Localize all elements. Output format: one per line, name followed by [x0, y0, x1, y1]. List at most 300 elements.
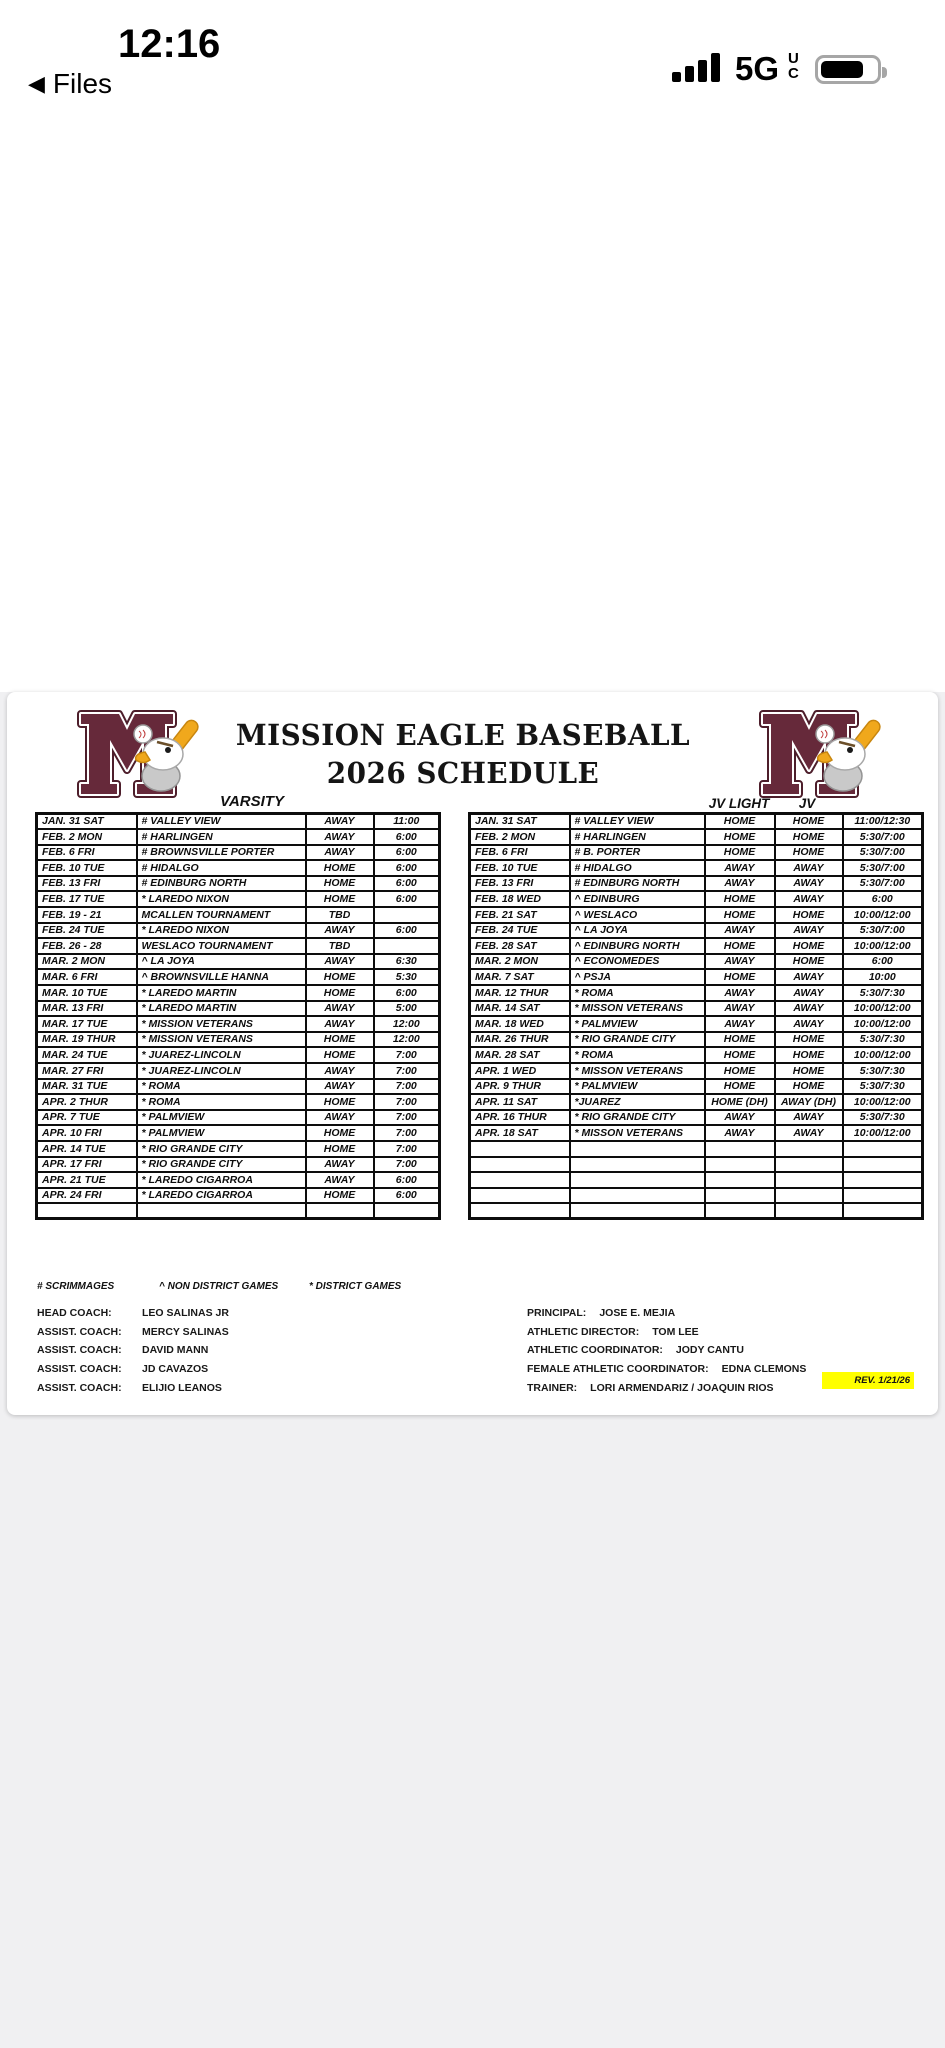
- schedule-cell: HOME: [705, 1063, 775, 1079]
- schedule-cell: FEB. 13 FRI: [37, 876, 137, 892]
- schedule-cell: MAR. 19 THUR: [37, 1032, 137, 1048]
- schedule-row: [37, 985, 440, 1001]
- schedule-cell: AWAY (DH): [775, 1094, 843, 1110]
- schedule-cell: AWAY: [775, 969, 843, 985]
- schedule-cell: FEB. 28 SAT: [470, 938, 570, 954]
- schedule-cell: 7:00: [374, 1157, 440, 1173]
- schedule-cell: 5:30/7:30: [843, 1079, 923, 1095]
- schedule-cell: APR. 9 THUR: [470, 1079, 570, 1095]
- clock: 12:16: [118, 22, 221, 66]
- schedule-cell: * ROMA: [570, 985, 705, 1001]
- schedule-cell: 5:30/7:00: [843, 923, 923, 939]
- schedule-cell: [470, 1188, 570, 1204]
- schedule-cell: * LAREDO MARTIN: [137, 1001, 306, 1017]
- schedule-cell: MAR. 10 TUE: [37, 985, 137, 1001]
- schedule-cell: APR. 11 SAT: [470, 1094, 570, 1110]
- schedule-cell: 7:00: [374, 1110, 440, 1126]
- schedule-cell: 10:00: [843, 969, 923, 985]
- schedule-cell: FEB. 2 MON: [37, 829, 137, 845]
- schedule-row: [470, 814, 923, 830]
- schedule-row: [37, 1047, 440, 1063]
- schedule-cell: * RIO GRANDE CITY: [137, 1141, 306, 1157]
- schedule-cell: HOME: [306, 1032, 374, 1048]
- schedule-cell: FEB. 24 TUE: [470, 923, 570, 939]
- schedule-cell: MAR. 7 SAT: [470, 969, 570, 985]
- schedule-cell: * RIO GRANDE CITY: [570, 1110, 705, 1126]
- schedule-cell: [775, 1188, 843, 1204]
- schedule-cell: # HARLINGEN: [570, 829, 705, 845]
- schedule-cell: 5:30/7:30: [843, 1032, 923, 1048]
- schedule-row: [470, 954, 923, 970]
- schedule-cell: AWAY: [705, 1016, 775, 1032]
- schedule-cell: * MISSION VETERANS: [137, 1032, 306, 1048]
- schedule-cell: 10:00/12:00: [843, 907, 923, 923]
- schedule-cell: *JUAREZ: [570, 1094, 705, 1110]
- schedule-cell: 5:30/7:00: [843, 829, 923, 845]
- schedule-cell: 12:00: [374, 1016, 440, 1032]
- schedule-cell: ^ ECONOMEDES: [570, 954, 705, 970]
- staff-line: ASSIST. COACH: MERCY SALINAS: [37, 1325, 229, 1338]
- schedule-cell: 5:30/7:00: [843, 860, 923, 876]
- schedule-cell: AWAY: [705, 1125, 775, 1141]
- schedule-cell: * JUAREZ-LINCOLN: [137, 1047, 306, 1063]
- schedule-cell: * LAREDO MARTIN: [137, 985, 306, 1001]
- schedule-cell: APR. 2 THUR: [37, 1094, 137, 1110]
- schedule-cell: * JUAREZ-LINCOLN: [137, 1063, 306, 1079]
- schedule-cell: 10:00/12:00: [843, 938, 923, 954]
- staff-line: TRAINER: LORI ARMENDARIZ / JOAQUIN RIOS: [527, 1381, 774, 1394]
- schedule-cell: [306, 1203, 374, 1219]
- schedule-cell: AWAY: [306, 1079, 374, 1095]
- schedule-row: [470, 1016, 923, 1032]
- schedule-cell: * LAREDO CIGARROA: [137, 1172, 306, 1188]
- schedule-cell: [470, 1141, 570, 1157]
- schedule-cell: 6:00: [374, 1188, 440, 1204]
- schedule-cell: [570, 1141, 705, 1157]
- schedule-cell: [775, 1172, 843, 1188]
- schedule-cell: [374, 938, 440, 954]
- schedule-cell: [705, 1203, 775, 1219]
- schedule-row: [470, 907, 923, 923]
- schedule-cell: AWAY: [775, 1110, 843, 1126]
- schedule-cell: [705, 1141, 775, 1157]
- schedule-cell: 5:30: [374, 969, 440, 985]
- schedule-cell: HOME: [306, 1047, 374, 1063]
- schedule-cell: [775, 1203, 843, 1219]
- schedule-cell: HOME: [705, 1032, 775, 1048]
- schedule-row: [470, 860, 923, 876]
- schedule-cell: MCALLEN TOURNAMENT: [137, 907, 306, 923]
- schedule-cell: FEB. 10 TUE: [37, 860, 137, 876]
- schedule-row: [470, 985, 923, 1001]
- schedule-cell: AWAY: [775, 1001, 843, 1017]
- schedule-cell: AWAY: [306, 814, 374, 830]
- schedule-cell: FEB. 24 TUE: [37, 923, 137, 939]
- schedule-row: [37, 1188, 440, 1204]
- schedule-cell: JAN. 31 SAT: [470, 814, 570, 830]
- back-to-files-button[interactable]: [28, 68, 112, 100]
- schedule-cell: AWAY: [306, 954, 374, 970]
- schedule-row: [470, 829, 923, 845]
- schedule-cell: AWAY: [775, 891, 843, 907]
- schedule-cell: 6:00: [374, 985, 440, 1001]
- schedule-cell: AWAY: [705, 860, 775, 876]
- schedule-cell: 7:00: [374, 1141, 440, 1157]
- schedule-cell: ^ LA JOYA: [570, 923, 705, 939]
- schedule-row: [37, 1172, 440, 1188]
- schedule-cell: * PALMVIEW: [137, 1110, 306, 1126]
- schedule-cell: APR. 7 TUE: [37, 1110, 137, 1126]
- schedule-cell: HOME: [775, 829, 843, 845]
- jv-schedule-table: [468, 812, 924, 1220]
- schedule-cell: 5:00: [374, 1001, 440, 1017]
- cellular-signal-icon: [672, 53, 722, 82]
- schedule-cell: [470, 1203, 570, 1219]
- schedule-cell: APR. 10 FRI: [37, 1125, 137, 1141]
- staff-line: ASSIST. COACH: JD CAVAZOS: [37, 1363, 209, 1376]
- schedule-cell: 7:00: [374, 1094, 440, 1110]
- schedule-cell: * ROMA: [137, 1094, 306, 1110]
- schedule-cell: [775, 1141, 843, 1157]
- schedule-cell: * MISSION VETERANS: [137, 1016, 306, 1032]
- schedule-cell: 11:00: [374, 814, 440, 830]
- schedule-row: [470, 1063, 923, 1079]
- schedule-cell: AWAY: [306, 1001, 374, 1017]
- mission-m-eagle-logo: [73, 708, 205, 800]
- schedule-cell: AWAY: [775, 985, 843, 1001]
- schedule-row: [37, 1001, 440, 1017]
- schedule-cell: 7:00: [374, 1125, 440, 1141]
- schedule-cell: AWAY: [775, 1016, 843, 1032]
- schedule-cell: MAR. 24 TUE: [37, 1047, 137, 1063]
- staff-line: HEAD COACH: LEO SALINAS JR: [37, 1307, 229, 1320]
- schedule-cell: HOME: [306, 891, 374, 907]
- schedule-cell: ^ WESLACO: [570, 907, 705, 923]
- schedule-cell: MAR. 18 WED: [470, 1016, 570, 1032]
- schedule-cell: 6:00: [374, 845, 440, 861]
- schedule-cell: 11:00/12:30: [843, 814, 923, 830]
- schedule-cell: FEB. 10 TUE: [470, 860, 570, 876]
- schedule-cell: [705, 1172, 775, 1188]
- schedule-cell: # BROWNSVILLE PORTER: [137, 845, 306, 861]
- schedule-cell: AWAY: [306, 1157, 374, 1173]
- schedule-cell: HOME: [775, 1063, 843, 1079]
- schedule-cell: MAR. 2 MON: [37, 954, 137, 970]
- schedule-cell: HOME: [705, 969, 775, 985]
- schedule-cell: FEB. 21 SAT: [470, 907, 570, 923]
- schedule-cell: AWAY: [705, 985, 775, 1001]
- battery-icon: [815, 55, 881, 84]
- schedule-cell: MAR. 17 TUE: [37, 1016, 137, 1032]
- schedule-cell: MAR. 14 SAT: [470, 1001, 570, 1017]
- schedule-cell: * ROMA: [137, 1079, 306, 1095]
- schedule-cell: MAR. 27 FRI: [37, 1063, 137, 1079]
- schedule-cell: ^ BROWNSVILLE HANNA: [137, 969, 306, 985]
- status-bar: [0, 0, 945, 110]
- schedule-cell: [570, 1172, 705, 1188]
- schedule-cell: WESLACO TOURNAMENT: [137, 938, 306, 954]
- schedule-cell: * MISSON VETERANS: [570, 1125, 705, 1141]
- schedule-cell: # HIDALGO: [137, 860, 306, 876]
- schedule-cell: HOME (DH): [705, 1094, 775, 1110]
- schedule-cell: HOME: [705, 938, 775, 954]
- schedule-row: [37, 1110, 440, 1126]
- schedule-row: [470, 1079, 923, 1095]
- schedule-cell: APR. 24 FRI: [37, 1188, 137, 1204]
- schedule-cell: HOME: [775, 1079, 843, 1095]
- schedule-cell: HOME: [306, 860, 374, 876]
- schedule-cell: 7:00: [374, 1063, 440, 1079]
- schedule-cell: HOME: [775, 954, 843, 970]
- schedule-row: [470, 969, 923, 985]
- legend-scrimmages: # SCRIMMAGES: [37, 1281, 115, 1292]
- schedule-cell: * MISSON VETERANS: [570, 1063, 705, 1079]
- schedule-cell: [570, 1188, 705, 1204]
- schedule-cell: MAR. 13 FRI: [37, 1001, 137, 1017]
- schedule-cell: [843, 1203, 923, 1219]
- schedule-cell: 10:00/12:00: [843, 1016, 923, 1032]
- revision-highlight: REV. 1/21/26: [822, 1372, 914, 1389]
- schedule-row: [37, 1157, 440, 1173]
- schedule-cell: HOME: [705, 1047, 775, 1063]
- schedule-cell: ^ EDINBURG: [570, 891, 705, 907]
- varsity-table-label: VARSITY: [220, 793, 284, 810]
- schedule-cell: [843, 1141, 923, 1157]
- schedule-row: [37, 1063, 440, 1079]
- schedule-cell: * ROMA: [570, 1047, 705, 1063]
- schedule-cell: HOME: [705, 907, 775, 923]
- schedule-cell: FEB. 6 FRI: [37, 845, 137, 861]
- schedule-cell: 6:00: [374, 923, 440, 939]
- schedule-row: [470, 1203, 923, 1219]
- schedule-row: [37, 845, 440, 861]
- schedule-row: [37, 860, 440, 876]
- schedule-row: [37, 1079, 440, 1095]
- schedule-row: [37, 923, 440, 939]
- schedule-row: [37, 829, 440, 845]
- schedule-row: [37, 891, 440, 907]
- schedule-cell: # HARLINGEN: [137, 829, 306, 845]
- schedule-cell: HOME: [775, 938, 843, 954]
- schedule-cell: ^ PSJA: [570, 969, 705, 985]
- schedule-cell: 10:00/12:00: [843, 1125, 923, 1141]
- schedule-cell: 5:30/7:00: [843, 845, 923, 861]
- staff-line: FEMALE ATHLETIC COORDINATOR: EDNA CLEMONS: [527, 1363, 807, 1376]
- schedule-row: [470, 876, 923, 892]
- coaching-staff-list: [37, 1304, 337, 1397]
- schedule-cell: 10:00/12:00: [843, 1047, 923, 1063]
- schedule-cell: 5:30/7:00: [843, 876, 923, 892]
- schedule-cell: [137, 1203, 306, 1219]
- schedule-cell: 10:00/12:00: [843, 1094, 923, 1110]
- schedule-cell: AWAY: [306, 845, 374, 861]
- staff-line: ATHLETIC DIRECTOR: TOM LEE: [527, 1325, 699, 1338]
- schedule-cell: # EDINBURG NORTH: [570, 876, 705, 892]
- schedule-cell: APR. 1 WED: [470, 1063, 570, 1079]
- schedule-row: [470, 923, 923, 939]
- schedule-row: [470, 1047, 923, 1063]
- schedule-cell: HOME: [775, 907, 843, 923]
- schedule-cell: * RIO GRANDE CITY: [570, 1032, 705, 1048]
- schedule-cell: 6:00: [843, 891, 923, 907]
- schedule-cell: HOME: [705, 891, 775, 907]
- schedule-row: [470, 1188, 923, 1204]
- schedule-cell: MAR. 12 THUR: [470, 985, 570, 1001]
- schedule-cell: HOME: [306, 1094, 374, 1110]
- schedule-cell: HOME: [775, 1032, 843, 1048]
- legend-non-district: ^ NON DISTRICT GAMES: [159, 1281, 279, 1292]
- schedule-cell: [705, 1188, 775, 1204]
- schedule-cell: * LAREDO NIXON: [137, 923, 306, 939]
- schedule-cell: 10:00/12:00: [843, 1001, 923, 1017]
- schedule-row: [37, 969, 440, 985]
- staff-line: ATHLETIC COORDINATOR: JODY CANTU: [527, 1344, 744, 1357]
- schedule-cell: HOME: [306, 969, 374, 985]
- schedule-cell: MAR. 31 TUE: [37, 1079, 137, 1095]
- schedule-cell: * PALMVIEW: [137, 1125, 306, 1141]
- schedule-cell: 6:00: [374, 891, 440, 907]
- schedule-row: [37, 1032, 440, 1048]
- schedule-document-page: [7, 692, 938, 1415]
- schedule-row: [37, 1125, 440, 1141]
- varsity-schedule-table: [35, 812, 441, 1220]
- schedule-cell: 6:30: [374, 954, 440, 970]
- schedule-cell: # EDINBURG NORTH: [137, 876, 306, 892]
- schedule-cell: 6:00: [374, 1172, 440, 1188]
- mission-m-eagle-logo: [755, 708, 887, 800]
- schedule-cell: [705, 1157, 775, 1173]
- back-label: Files: [52, 68, 113, 99]
- schedule-cell: APR. 14 TUE: [37, 1141, 137, 1157]
- staff-line: PRINCIPAL: JOSE E. MEJIA: [527, 1307, 676, 1320]
- schedule-cell: AWAY: [306, 1172, 374, 1188]
- title-line-1: MISSION EAGLE BASEBALL: [235, 718, 691, 752]
- schedule-cell: * PALMVIEW: [570, 1079, 705, 1095]
- schedule-cell: MAR. 26 THUR: [470, 1032, 570, 1048]
- schedule-cell: HOME: [705, 1079, 775, 1095]
- network-uc-label: U C: [788, 50, 799, 82]
- schedule-cell: [570, 1157, 705, 1173]
- legend-district: * DISTRICT GAMES: [309, 1281, 402, 1292]
- schedule-cell: JAN. 31 SAT: [37, 814, 137, 830]
- schedule-row: [37, 1141, 440, 1157]
- schedule-cell: 5:30/7:30: [843, 985, 923, 1001]
- schedule-row: [470, 1141, 923, 1157]
- schedule-row: [37, 907, 440, 923]
- schedule-cell: 12:00: [374, 1032, 440, 1048]
- schedule-cell: * PALMVIEW: [570, 1016, 705, 1032]
- schedule-cell: HOME: [306, 876, 374, 892]
- schedule-cell: MAR. 28 SAT: [470, 1047, 570, 1063]
- schedule-row: [470, 1001, 923, 1017]
- schedule-cell: * MISSON VETERANS: [570, 1001, 705, 1017]
- schedule-cell: AWAY: [705, 876, 775, 892]
- schedule-cell: 7:00: [374, 1079, 440, 1095]
- schedule-cell: HOME: [775, 845, 843, 861]
- schedule-cell: [570, 1203, 705, 1219]
- schedule-cell: APR. 21 TUE: [37, 1172, 137, 1188]
- schedule-row: [470, 1032, 923, 1048]
- schedule-cell: AWAY: [705, 954, 775, 970]
- schedule-cell: TBD: [306, 907, 374, 923]
- schedule-cell: AWAY: [775, 1125, 843, 1141]
- schedule-cell: FEB. 6 FRI: [470, 845, 570, 861]
- schedule-cell: AWAY: [306, 1063, 374, 1079]
- schedule-cell: 5:30/7:30: [843, 1063, 923, 1079]
- schedule-cell: # HIDALGO: [570, 860, 705, 876]
- network-type-label: 5G: [735, 50, 780, 87]
- schedule-cell: AWAY: [705, 1110, 775, 1126]
- document-title: [223, 718, 703, 790]
- schedule-cell: APR. 18 SAT: [470, 1125, 570, 1141]
- schedule-cell: ^ EDINBURG NORTH: [570, 938, 705, 954]
- schedule-row: [37, 876, 440, 892]
- schedule-cell: AWAY: [705, 923, 775, 939]
- schedule-cell: [37, 1203, 137, 1219]
- schedule-cell: [470, 1157, 570, 1173]
- schedule-cell: FEB. 26 - 28: [37, 938, 137, 954]
- schedule-cell: HOME: [306, 1188, 374, 1204]
- schedule-cell: AWAY: [775, 876, 843, 892]
- schedule-cell: APR. 17 FRI: [37, 1157, 137, 1173]
- schedule-cell: [843, 1157, 923, 1173]
- schedule-cell: HOME: [705, 845, 775, 861]
- schedule-cell: 6:00: [374, 829, 440, 845]
- schedule-cell: AWAY: [705, 1001, 775, 1017]
- staff-line: ASSIST. COACH: ELIJIO LEANOS: [37, 1381, 222, 1394]
- schedule-cell: MAR. 2 MON: [470, 954, 570, 970]
- schedule-row: [470, 1110, 923, 1126]
- schedule-cell: * LAREDO NIXON: [137, 891, 306, 907]
- schedule-cell: AWAY: [306, 829, 374, 845]
- schedule-row: [470, 1157, 923, 1173]
- schedule-cell: MAR. 6 FRI: [37, 969, 137, 985]
- schedule-cell: HOME: [775, 1047, 843, 1063]
- schedule-cell: TBD: [306, 938, 374, 954]
- schedule-cell: AWAY: [775, 923, 843, 939]
- back-chevron-icon: ◀: [28, 71, 45, 96]
- schedule-cell: HOME: [306, 1125, 374, 1141]
- schedule-cell: FEB. 17 TUE: [37, 891, 137, 907]
- schedule-cell: ^ LA JOYA: [137, 954, 306, 970]
- staff-line: ASSIST. COACH: DAVID MANN: [37, 1344, 209, 1357]
- schedule-cell: [775, 1157, 843, 1173]
- schedule-cell: [374, 907, 440, 923]
- schedule-row: [470, 938, 923, 954]
- schedule-row: [37, 938, 440, 954]
- schedule-cell: FEB. 2 MON: [470, 829, 570, 845]
- schedule-cell: # VALLEY VIEW: [570, 814, 705, 830]
- schedule-row: [37, 954, 440, 970]
- schedule-cell: AWAY: [306, 1016, 374, 1032]
- schedule-cell: AWAY: [306, 923, 374, 939]
- schedule-row: [37, 1016, 440, 1032]
- schedule-cell: [843, 1188, 923, 1204]
- schedule-cell: [843, 1172, 923, 1188]
- schedule-cell: HOME: [306, 1141, 374, 1157]
- schedule-cell: 6:00: [374, 876, 440, 892]
- schedule-row: [37, 1094, 440, 1110]
- schedule-row: [470, 1125, 923, 1141]
- schedule-cell: * RIO GRANDE CITY: [137, 1157, 306, 1173]
- schedule-cell: [470, 1172, 570, 1188]
- schedule-row: [37, 1203, 440, 1219]
- schedule-cell: HOME: [705, 814, 775, 830]
- schedule-cell: AWAY: [306, 1110, 374, 1126]
- schedule-row: [470, 1172, 923, 1188]
- schedule-cell: HOME: [306, 985, 374, 1001]
- schedule-cell: * LAREDO CIGARROA: [137, 1188, 306, 1204]
